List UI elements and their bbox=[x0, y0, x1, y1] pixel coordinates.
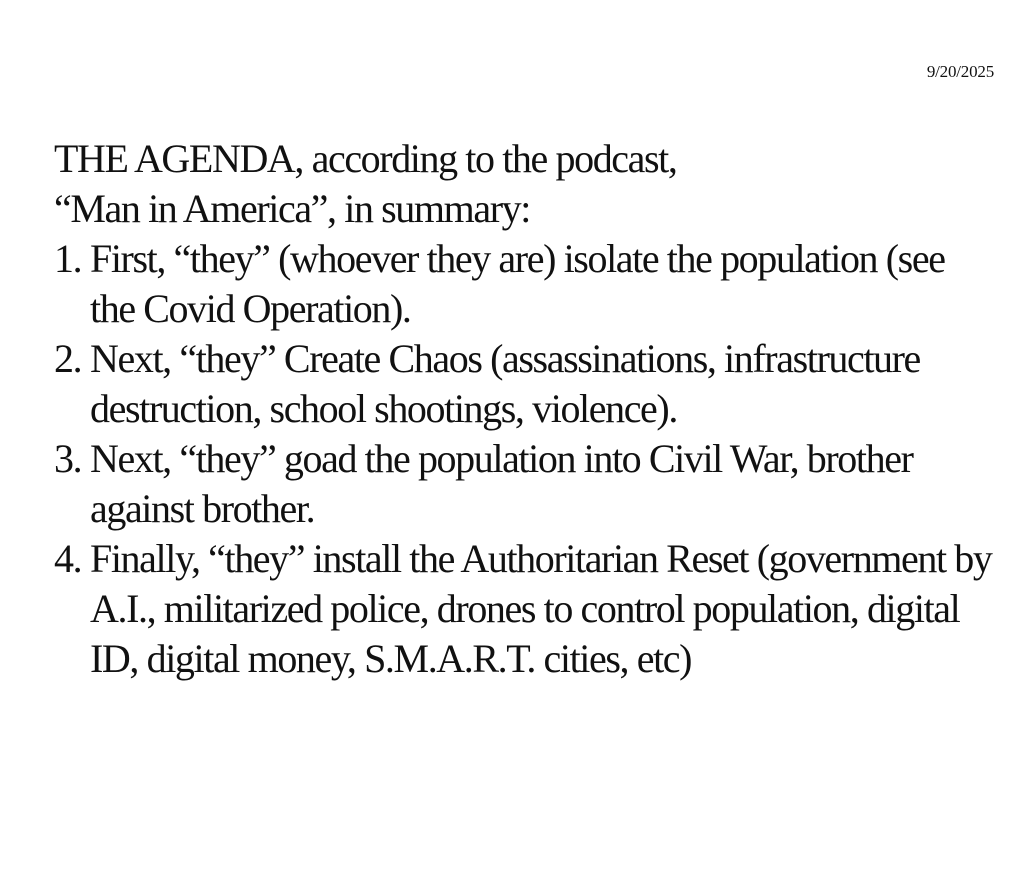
agenda-item-1 bbox=[54, 234, 1004, 334]
heading-line-2: “Man in America”, in summary: bbox=[54, 186, 530, 231]
agenda-item-text: Finally, “they” install the Authoritarian Reset (government by A.I., militarized police, drones to control population, digital ID, digital money, S.M.A.R.T. cities, etc) bbox=[90, 536, 992, 681]
agenda-item-number: 2. bbox=[54, 336, 82, 381]
document-heading bbox=[54, 134, 1004, 234]
agenda-item-text: Next, “they” Create Chaos (assassinations, infrastructure destruction, school shootings, violence). bbox=[90, 336, 920, 431]
agenda-item-3 bbox=[54, 434, 1004, 534]
agenda-list bbox=[54, 234, 1004, 684]
agenda-item-number: 3. bbox=[54, 436, 82, 481]
agenda-item-number: 4. bbox=[54, 536, 82, 581]
agenda-item-text: Next, “they” goad the population into Civil War, brother against brother. bbox=[90, 436, 913, 531]
document-date: 9/20/2025 bbox=[926, 62, 994, 81]
heading-line-1: THE AGENDA, according to the podcast, bbox=[54, 136, 677, 181]
agenda-item-text: First, “they” (whoever they are) isolate the population (see the Covid Operation). bbox=[90, 236, 945, 331]
agenda-item-number: 1. bbox=[54, 236, 82, 281]
agenda-item-4 bbox=[54, 534, 1004, 684]
agenda-item-2 bbox=[54, 334, 1004, 434]
document-body bbox=[54, 134, 1004, 684]
